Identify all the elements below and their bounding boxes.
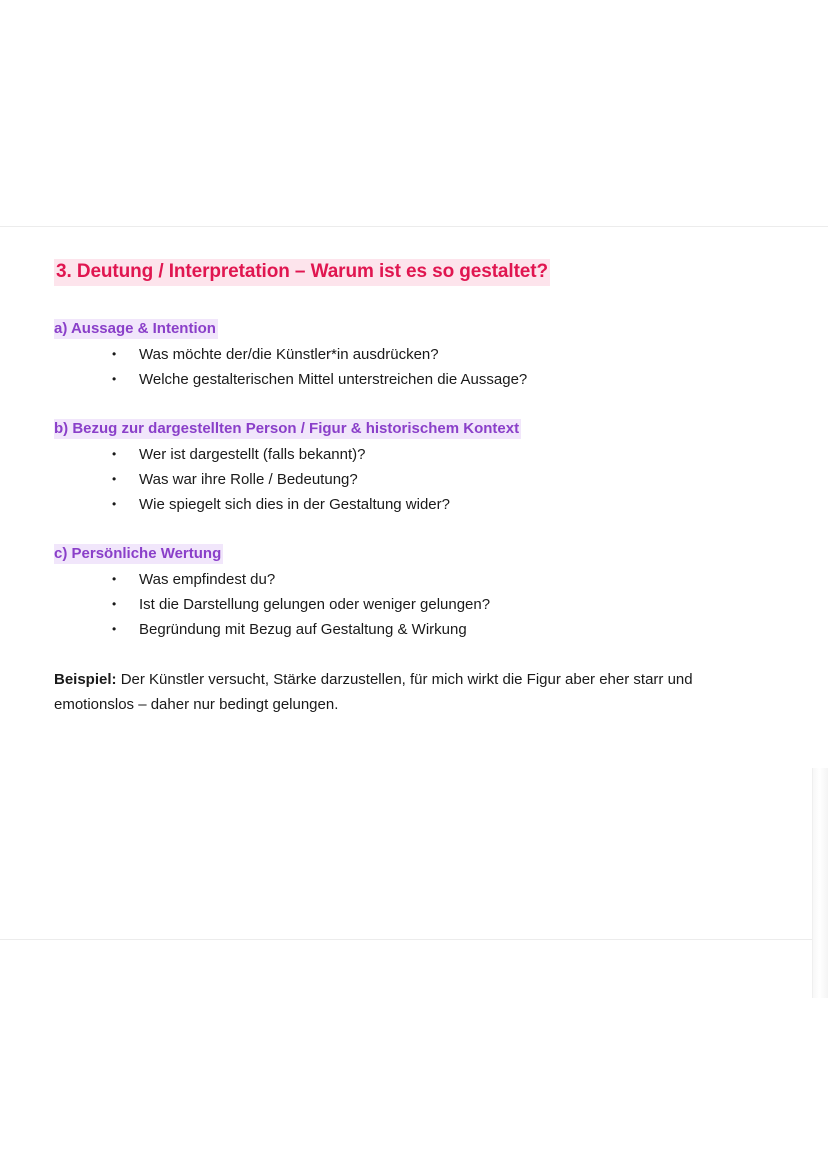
list-item: • Was empfindest du? [110,567,490,592]
example-paragraph [54,667,754,717]
subheading-aussage: a) Aussage & Intention [54,320,216,337]
list-item: • Welche gestalterischen Mittel unterstreichen die Aussage? [110,367,527,392]
page-divider-bottom [0,939,812,940]
example-text: Der Künstler versucht, Stärke darzustellen, für mich wirkt die Figur aber eher starr und emotionslos – daher nur bedingt gelungen. [54,671,693,713]
bullet-icon: • [112,347,117,361]
list-item: • Wie spiegelt sich dies in der Gestaltung wider? [110,492,450,517]
list-item: • Was war ihre Rolle / Bedeutung? [110,467,450,492]
bullet-icon: • [112,622,117,636]
bullet-icon: • [112,472,117,486]
bullet-icon: • [112,597,117,611]
bullet-icon: • [112,497,117,511]
subheading-bezug: b) Bezug zur dargestellten Person / Figur & historischem Kontext [54,420,520,437]
scrollbar-edge [812,768,828,998]
bullet-icon: • [112,447,117,461]
section-heading: 3. Deutung / Interpretation – Warum ist es so gestaltet? [54,259,550,286]
list-aussage [110,342,527,392]
list-bezug [110,442,450,517]
subheading-wertung: c) Persönliche Wertung [54,545,222,562]
bullet-icon: • [112,372,117,386]
list-item: • Wer ist dargestellt (falls bekannt)? [110,442,450,467]
list-item: • Begründung mit Bezug auf Gestaltung & Wirkung [110,617,490,642]
bullet-icon: • [112,572,117,586]
list-item: • Was möchte der/die Künstler*in ausdrücken? [110,342,527,367]
list-item: • Ist die Darstellung gelungen oder weniger gelungen? [110,592,490,617]
list-wertung [110,567,490,642]
example-label: Beispiel: [54,671,117,688]
page-divider-top [0,226,828,227]
